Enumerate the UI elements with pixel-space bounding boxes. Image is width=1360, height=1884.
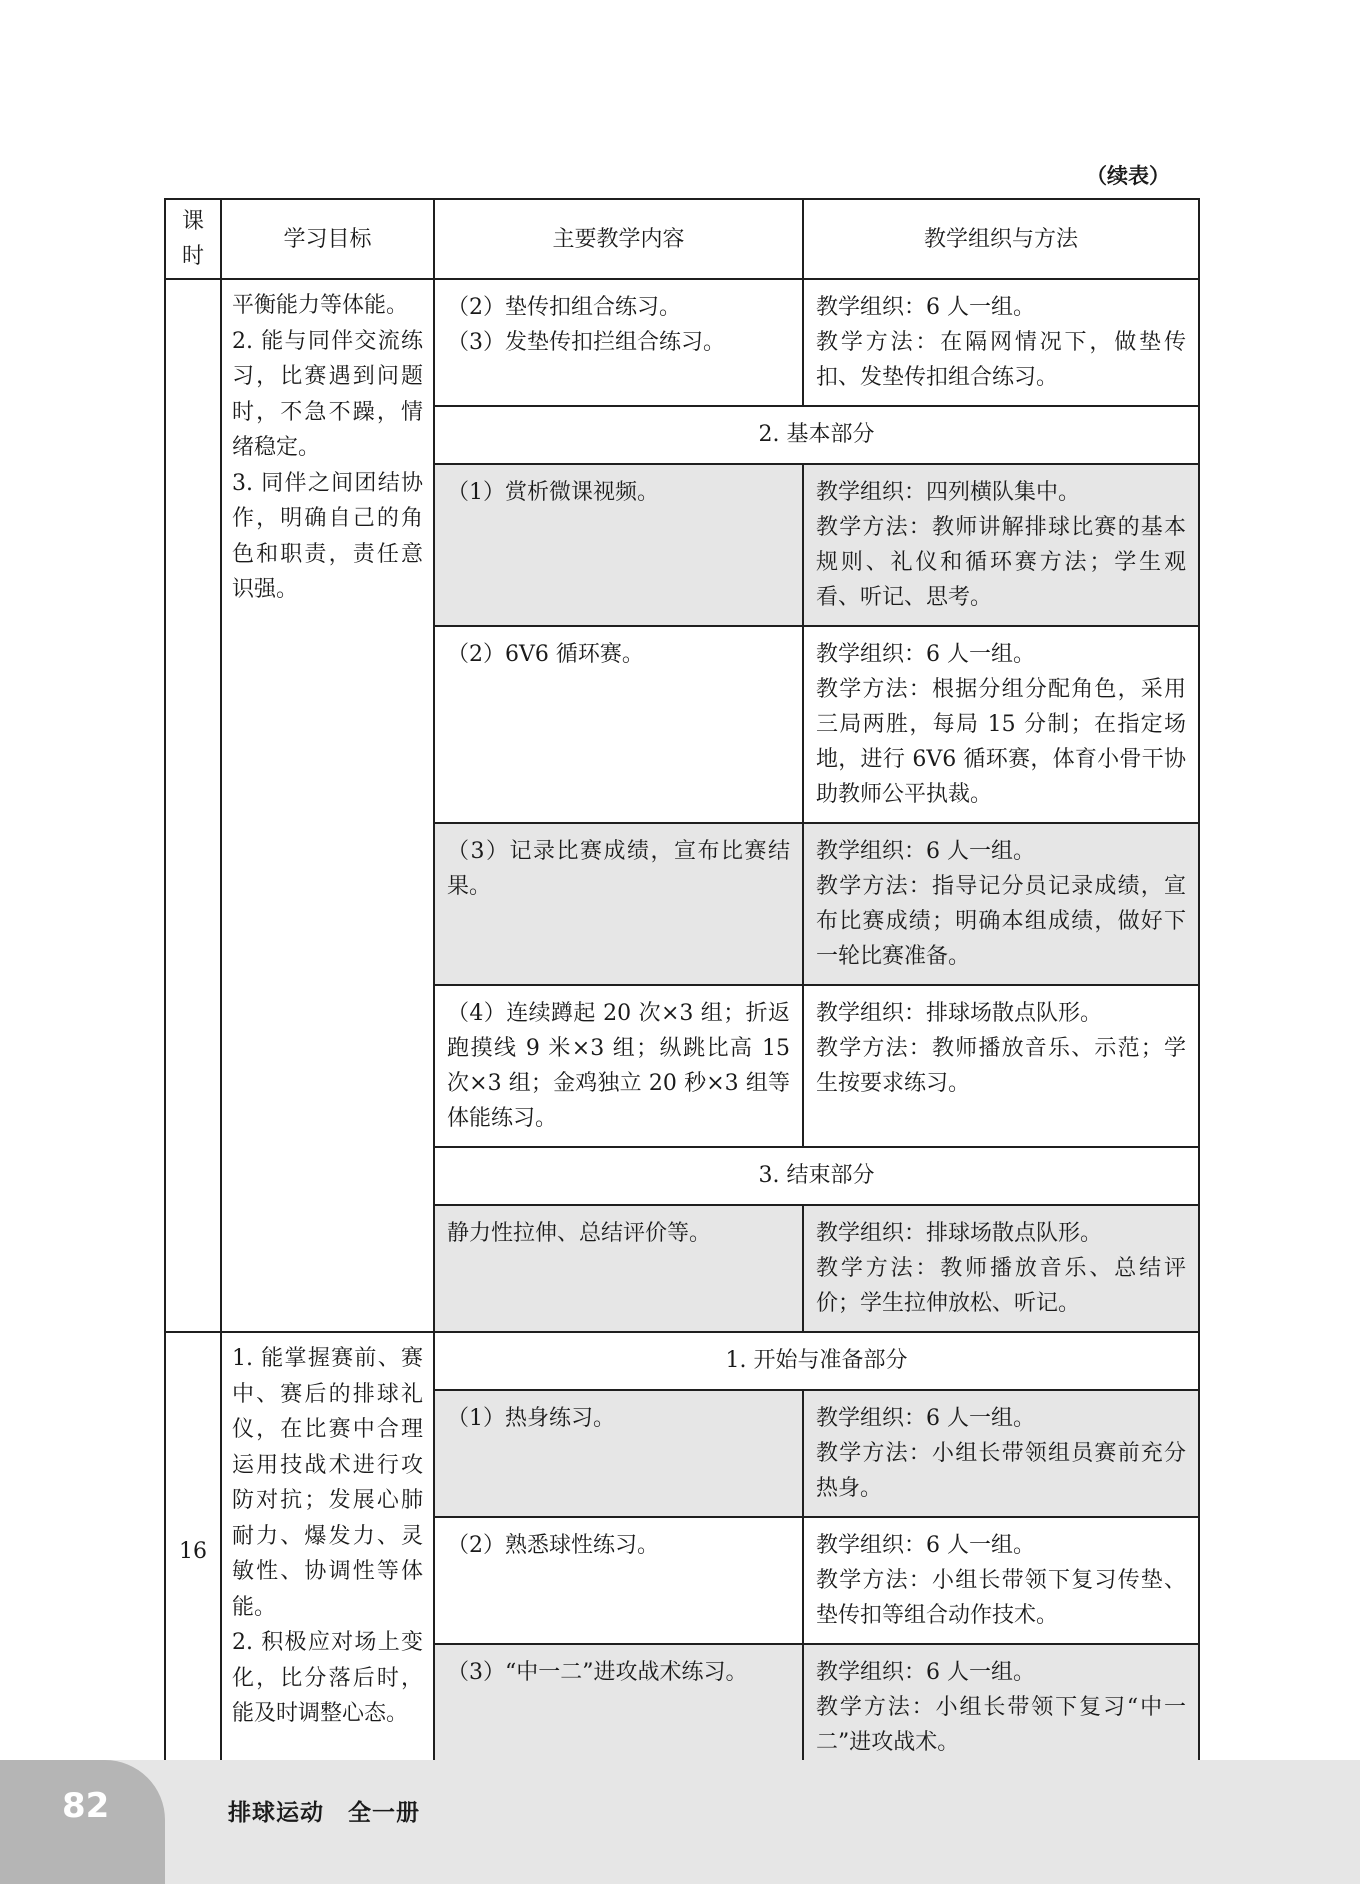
section-heading: 1. 开始与准备部分 <box>434 1332 1199 1390</box>
method-text: 教学方法：在隔网情况下，做垫传扣、发垫传扣组合练习。 <box>816 330 1186 390</box>
method-text: 教学方法：教师播放音乐、总结评价；学生拉伸放松、听记。 <box>816 1256 1186 1316</box>
section-heading: 2. 基本部分 <box>434 406 1199 464</box>
content-text: （4）连续蹲起 20 次×3 组；折返跑摸线 9 米×3 组；纵跳比高 15 次×3 组；金鸡独立 20 秒×3 组等体能练习。 <box>447 1001 790 1131</box>
method-text: 教学方法：指导记分员记录成绩，宣布比赛成绩；明确本组成绩，做好下一轮比赛准备。 <box>816 874 1186 969</box>
content-text: （2）熟悉球性练习。 <box>447 1533 659 1558</box>
section-heading: 3. 结束部分 <box>434 1147 1199 1205</box>
content-cell <box>434 1205 803 1332</box>
method-cell <box>803 985 1199 1147</box>
lesson-number-cell: 16 <box>165 1332 221 1771</box>
goal-cell <box>221 279 434 1332</box>
content-text: （1）赏析微课视频。 <box>447 480 659 505</box>
method-text: 教学方法：教师讲解排球比赛的基本规则、礼仪和循环赛方法；学生观看、听记、思考。 <box>816 515 1186 610</box>
content-cell <box>434 464 803 626</box>
content-text: 静力性拉伸、总结评价等。 <box>447 1221 712 1246</box>
method-cell <box>803 279 1199 406</box>
method-text: 教学组织：6 人一组。 <box>816 642 1035 667</box>
table-header-row <box>165 199 1199 279</box>
method-cell <box>803 823 1199 985</box>
book-title: 排球运动 全一册 <box>228 1800 420 1826</box>
goal-text: 2. 能与同伴交流练习，比赛遇到问题时，不急不躁，情绪稳定。 <box>232 328 423 460</box>
table-row <box>165 279 1199 406</box>
content-cell <box>434 823 803 985</box>
footer-bar <box>0 1760 1360 1884</box>
method-cell <box>803 1517 1199 1644</box>
method-cell <box>803 1205 1199 1332</box>
method-text: 教学组织：6 人一组。 <box>816 1406 1035 1431</box>
method-text: 教学组织：6 人一组。 <box>816 295 1035 320</box>
method-text: 教学组织：6 人一组。 <box>816 1533 1035 1558</box>
method-text: 教学组织：6 人一组。 <box>816 1660 1035 1685</box>
content-text: （3）“中一二”进攻战术练习。 <box>447 1660 748 1685</box>
method-text: 教学组织：排球场散点队形。 <box>816 1001 1103 1026</box>
content-cell <box>434 1390 803 1517</box>
content-cell <box>434 626 803 823</box>
header-method: 教学组织与方法 <box>803 199 1199 279</box>
method-text: 教学方法：小组长带领组员赛前充分热身。 <box>816 1441 1186 1501</box>
goal-text: 1. 能掌握赛前、赛中、赛后的排球礼仪，在比赛中合理运用技战术进行攻防对抗；发展心肺耐力、爆发力、灵敏性、协调性等体能。 <box>232 1346 423 1620</box>
continued-label: （续表） <box>1086 164 1170 188</box>
method-text: 教学组织：四列横队集中。 <box>816 480 1081 505</box>
header-goal: 学习目标 <box>221 199 434 279</box>
lesson-number-cell <box>165 279 221 1332</box>
method-cell <box>803 1644 1199 1771</box>
content-cell <box>434 985 803 1147</box>
method-cell <box>803 464 1199 626</box>
content-text: （3）记录比赛成绩，宣布比赛结果。 <box>447 839 790 899</box>
goal-text: 2. 积极应对场上变化，比分落后时，能及时调整心态。 <box>232 1630 423 1726</box>
content-text: （2）垫传扣组合练习。 <box>447 295 681 320</box>
content-cell <box>434 279 803 406</box>
content-cell <box>434 1517 803 1644</box>
goal-text: 3. 同伴之间团结协作，明确自己的角色和职责，责任意识强。 <box>232 470 423 602</box>
method-text: 教学方法：小组长带领下复习传垫、垫传扣等组合动作技术。 <box>816 1568 1186 1628</box>
method-cell <box>803 1390 1199 1517</box>
page-number: 82 <box>62 1786 110 1826</box>
method-text: 教学方法：根据分组分配角色，采用三局两胜，每局 15 分制；在指定场地，进行 6V6 循环赛，体育小骨干协助教师公平执裁。 <box>816 677 1186 807</box>
goal-text: 平衡能力等体能。 <box>232 293 409 318</box>
header-lesson: 课时 <box>165 199 221 279</box>
section-row <box>165 1332 1199 1390</box>
method-cell <box>803 626 1199 823</box>
content-cell <box>434 1644 803 1771</box>
content-text: （3）发垫传扣拦组合练习。 <box>447 330 725 355</box>
lesson-plan-table <box>164 198 1200 1772</box>
method-text: 教学方法：小组长带领下复习“中一二”进攻战术。 <box>816 1695 1186 1755</box>
method-text: 教学方法：教师播放音乐、示范；学生按要求练习。 <box>816 1036 1186 1096</box>
header-content: 主要教学内容 <box>434 199 803 279</box>
content-text: （2）6V6 循环赛。 <box>447 642 644 667</box>
goal-cell <box>221 1332 434 1771</box>
content-text: （1）热身练习。 <box>447 1406 615 1431</box>
method-text: 教学组织：排球场散点队形。 <box>816 1221 1103 1246</box>
method-text: 教学组织：6 人一组。 <box>816 839 1035 864</box>
